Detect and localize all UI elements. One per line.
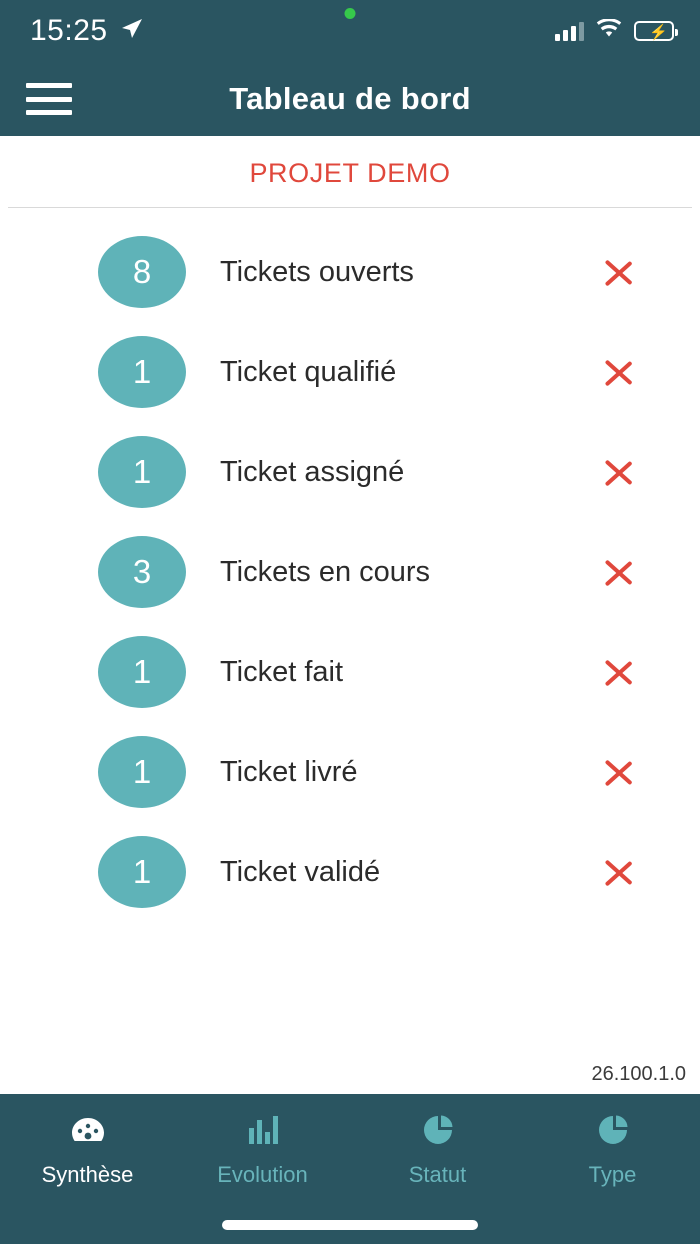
location-arrow-icon: [120, 17, 144, 46]
tab-label: Statut: [408, 1162, 467, 1187]
ticket-list: [0, 208, 700, 922]
chevron-right-icon[interactable]: [602, 545, 642, 599]
status-bar-right: [555, 19, 674, 44]
list-item[interactable]: [0, 722, 700, 822]
list-item[interactable]: [0, 222, 700, 322]
ticket-count-badge: 1: [98, 636, 186, 708]
tab-bar: [0, 1094, 700, 1244]
ticket-label: Tickets en cours: [220, 555, 431, 588]
status-bar-left: [30, 14, 144, 48]
project-title: PROJET DEMO: [249, 158, 451, 188]
nav-bar: [0, 62, 700, 136]
recording-indicator-dot: [345, 8, 356, 19]
home-indicator[interactable]: [222, 1220, 478, 1230]
tab-label: Type: [588, 1162, 637, 1187]
ticket-count-badge: 1: [98, 336, 186, 408]
tab-synthese[interactable]: [0, 1112, 175, 1188]
main-content: [0, 136, 700, 1094]
ticket-count-badge: 1: [98, 836, 186, 908]
app-version-label: 26.100.1.0: [591, 1063, 686, 1085]
ticket-count-badge: 1: [98, 736, 186, 808]
tab-evolution[interactable]: [175, 1112, 350, 1188]
ticket-label: Tickets ouverts: [220, 255, 414, 288]
list-item[interactable]: [0, 522, 700, 622]
chevron-right-icon[interactable]: [602, 345, 642, 399]
ticket-label: Ticket qualifié: [220, 355, 397, 388]
list-item[interactable]: [0, 422, 700, 522]
wifi-icon: [596, 19, 622, 44]
hamburger-menu-icon[interactable]: [26, 83, 72, 115]
chevron-right-icon[interactable]: [602, 745, 642, 799]
page-title: Tableau de bord: [229, 81, 471, 116]
chevron-right-icon[interactable]: [602, 845, 642, 899]
status-bar-time: 15:25: [30, 14, 108, 47]
pie-chart-icon: [596, 1112, 630, 1148]
list-item[interactable]: [0, 822, 700, 922]
ticket-label: Ticket livré: [220, 755, 358, 788]
ticket-count-badge: 1: [98, 436, 186, 508]
tab-type[interactable]: [525, 1112, 700, 1188]
tab-statut[interactable]: [350, 1112, 525, 1188]
ticket-count-badge: 8: [98, 236, 186, 308]
battery-charging-icon: ⚡: [634, 21, 674, 41]
tab-label: Synthèse: [41, 1162, 134, 1187]
bar-chart-icon: [246, 1112, 280, 1148]
ticket-count-badge: 3: [98, 536, 186, 608]
status-bar: [0, 0, 700, 62]
ticket-label: Ticket validé: [220, 855, 381, 888]
list-item[interactable]: [0, 622, 700, 722]
chevron-right-icon[interactable]: [602, 645, 642, 699]
gauge-icon: [69, 1112, 107, 1148]
pie-chart-icon: [421, 1112, 455, 1148]
tab-label: Evolution: [217, 1162, 308, 1187]
list-item[interactable]: [0, 322, 700, 422]
ticket-label: Ticket assigné: [220, 455, 405, 488]
ticket-label: Ticket fait: [220, 655, 344, 688]
cellular-signal-icon: [555, 21, 584, 41]
chevron-right-icon[interactable]: [602, 245, 642, 299]
chevron-right-icon[interactable]: [602, 445, 642, 499]
